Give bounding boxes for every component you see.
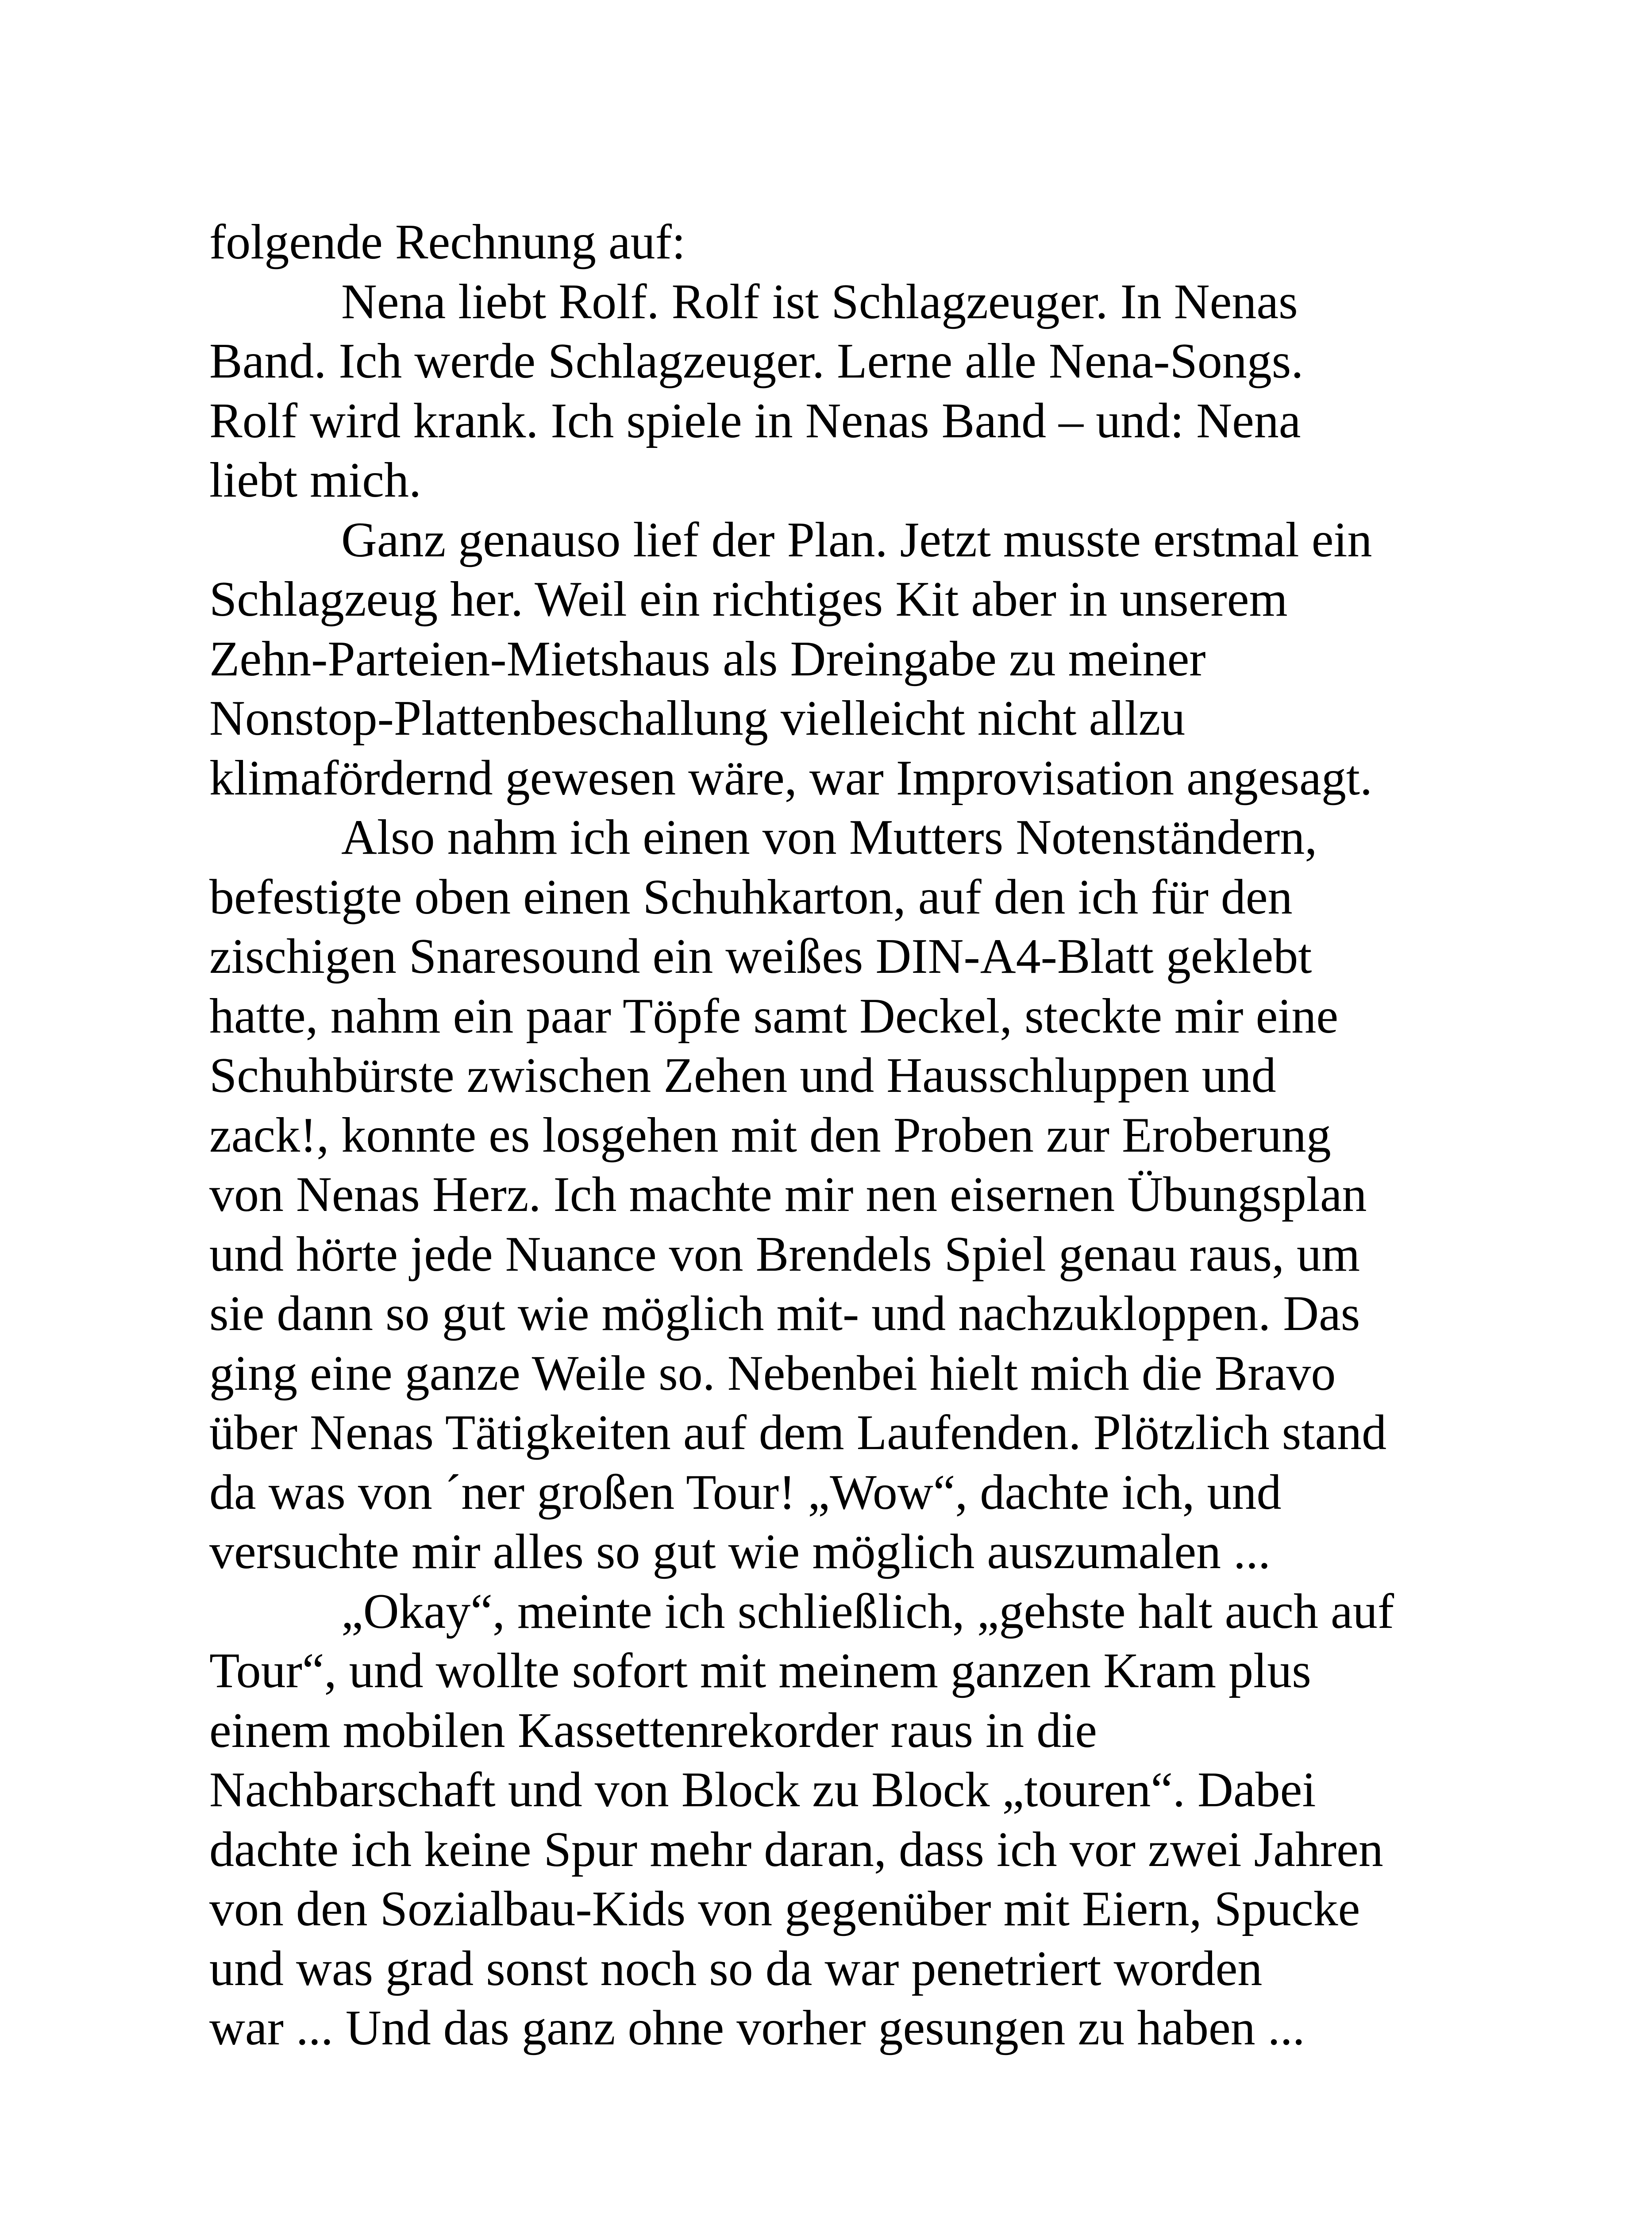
text-line: versuchte mir alles so gut wie möglich auszumalen ... (209, 1524, 1271, 1579)
text-line: Schlagzeug her. Weil ein richtiges Kit aber in unserem (209, 572, 1288, 627)
text-line: und hörte jede Nuance von Brendels Spiel genau raus, um (209, 1226, 1360, 1282)
text-line: dachte ich keine Spur mehr daran, dass ich vor zwei Jahren (209, 1822, 1383, 1877)
text-line: Rolf wird krank. Ich spiele in Nenas Band – und: Nena (209, 393, 1301, 448)
text-line: klimafördernd gewesen wäre, war Improvisation angesagt. (209, 750, 1372, 806)
text-line: da was von ´ner großen Tour! „Wow“, dachte ich, und (209, 1465, 1282, 1520)
text-line: und was grad sonst noch so da war penetriert worden (209, 1941, 1263, 1996)
text-line: Nonstop-Plattenbeschallung vielleicht nicht allzu (209, 691, 1186, 746)
text-line: Nachbarschaft und von Block zu Block „touren“. Dabei (209, 1762, 1316, 1817)
text-line: einem mobilen Kassettenrekorder raus in die (209, 1703, 1097, 1758)
text-line: hatte, nahm ein paar Töpfe samt Deckel, steckte mir eine (209, 988, 1339, 1044)
text-line: „Okay“, meinte ich schließlich, „gehste halt auch auf (341, 1584, 1394, 1639)
body-text (209, 212, 1471, 2058)
text-line: Nena liebt Rolf. Rolf ist Schlagzeuger. In Nenas (341, 274, 1298, 329)
text-line: Tour“, und wollte sofort mit meinem ganzen Kram plus (209, 1643, 1311, 1698)
text-line: Zehn-Parteien-Mietshaus als Dreingabe zu meiner (209, 631, 1206, 686)
text-line: ging eine ganze Weile so. Nebenbei hielt mich die Bravo (209, 1346, 1336, 1401)
text-line: zack!, konnte es losgehen mit den Proben zur Eroberung (209, 1107, 1331, 1163)
text-line: sie dann so gut wie möglich mit- und nachzukloppen. Das (209, 1286, 1360, 1341)
text-line: war ... Und das ganz ohne vorher gesungen zu haben ... (209, 2001, 1305, 2055)
text-line: über Nenas Tätigkeiten auf dem Laufenden. Plötzlich stand (209, 1405, 1387, 1460)
text-line: von Nenas Herz. Ich machte mir nen eisernen Übungsplan (209, 1167, 1367, 1222)
text-line: Also nahm ich einen von Mutters Notenständern, (341, 810, 1317, 865)
text-line: Band. Ich werde Schlagzeuger. Lerne alle Nena-Songs. (209, 334, 1304, 389)
text-line: folgende Rechnung auf: (209, 215, 686, 270)
text-line: befestigte oben einen Schuhkarton, auf den ich für den (209, 869, 1293, 925)
text-line: von den Sozialbau-Kids von gegenüber mit Eiern, Spucke (209, 1881, 1360, 1936)
text-line: zischigen Snaresound ein weißes DIN-A4-Blatt geklebt (209, 929, 1312, 984)
text-line: Ganz genauso lief der Plan. Jetzt musste erstmal ein (341, 512, 1372, 567)
text-line: Schuhbürste zwischen Zehen und Hausschluppen und (209, 1048, 1276, 1103)
text-line: liebt mich. (209, 453, 422, 508)
